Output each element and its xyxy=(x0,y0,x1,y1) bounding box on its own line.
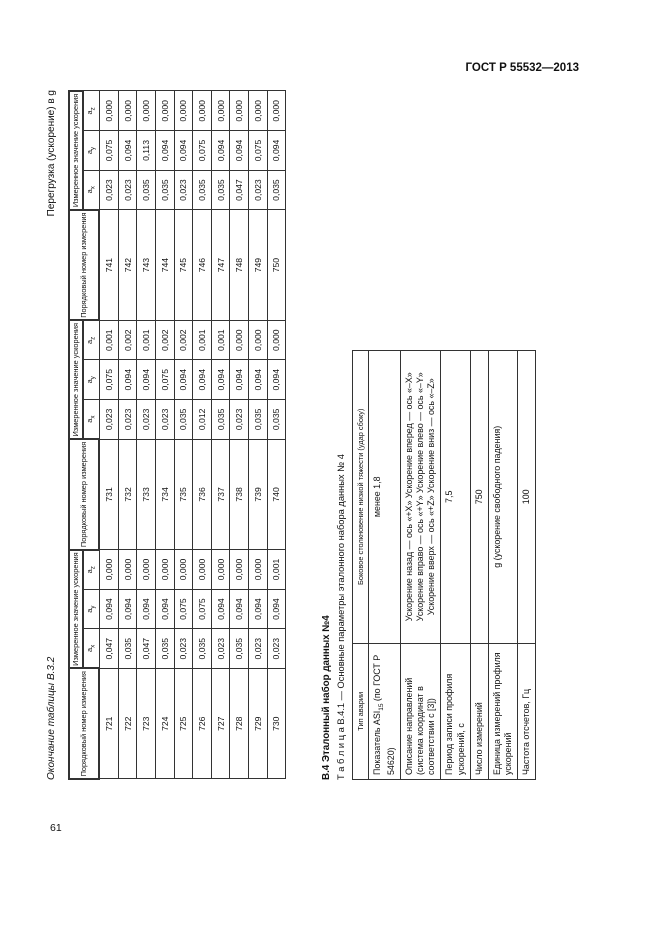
acceleration-cell: 0,000 xyxy=(248,91,267,131)
acceleration-cell: 0,094 xyxy=(248,589,267,629)
acceleration-cell: 0,094 xyxy=(193,360,212,400)
axis-header: $a_x$ xyxy=(83,629,99,669)
acceleration-cell: 0,094 xyxy=(174,360,193,400)
table-continuation-caption: Окончание таблицы В.3.2 xyxy=(46,656,57,780)
acceleration-cell: 0,000 xyxy=(137,91,156,131)
acceleration-cell: 0,094 xyxy=(230,360,249,400)
parameter-row xyxy=(441,351,470,780)
parameter-value: g (ускорение свободного падения) xyxy=(488,351,517,644)
parameter-label: Показатель $ASI_{15}$ (по ГОСТ Р 54620) xyxy=(369,643,401,779)
parameter-row xyxy=(401,351,441,780)
acceleration-cell: 0,000 xyxy=(267,91,286,131)
acceleration-cell: 0,035 xyxy=(193,170,212,210)
acceleration-cell: 0,000 xyxy=(174,550,193,590)
acceleration-cell: 0,023 xyxy=(230,400,249,440)
parameter-label: Частота отсчетов, Гц xyxy=(518,643,536,779)
acceleration-cell: 0,023 xyxy=(137,400,156,440)
parameters-header-row xyxy=(353,351,369,780)
page-number: 61 xyxy=(50,822,62,834)
acceleration-cell: 0,035 xyxy=(230,629,249,669)
axis-header: $a_z$ xyxy=(83,320,99,360)
acceleration-cell: 0,075 xyxy=(193,131,212,171)
acceleration-cell: 0,023 xyxy=(99,400,118,440)
acceleration-cell: 0,035 xyxy=(267,400,286,440)
col-number-header: Порядковый номер измерения xyxy=(69,210,99,321)
measurement-number-cell: 750 xyxy=(267,210,286,321)
acceleration-cell: 0,075 xyxy=(155,360,174,400)
col-values-header: Измеренное значение ускорения xyxy=(69,550,83,669)
acceleration-cell: 0,000 xyxy=(174,91,193,131)
parameter-value: менее 1,8 xyxy=(369,351,401,644)
measurement-number-cell: 741 xyxy=(99,210,118,321)
axis-header: $a_y$ xyxy=(83,589,99,629)
acceleration-cell: 0,000 xyxy=(211,91,230,131)
measurement-number-cell: 735 xyxy=(174,439,193,550)
axis-header: $a_x$ xyxy=(83,400,99,440)
table-row xyxy=(174,91,193,779)
axis-header: $a_z$ xyxy=(83,91,99,131)
acceleration-cell: 0,047 xyxy=(230,170,249,210)
acceleration-cell: 0,023 xyxy=(99,170,118,210)
measurement-number-cell: 722 xyxy=(118,668,137,779)
acceleration-cell: 0,002 xyxy=(155,320,174,360)
crash-type-header: Тип аварии xyxy=(353,643,369,779)
col-values-header: Измеренное значение ускорения xyxy=(69,91,83,210)
acceleration-cell: 0,001 xyxy=(137,320,156,360)
measurement-number-cell: 730 xyxy=(267,668,286,779)
measurement-number-cell: 727 xyxy=(211,668,230,779)
acceleration-cell: 0,035 xyxy=(174,400,193,440)
acceleration-cell: 0,035 xyxy=(155,170,174,210)
measurement-number-cell: 749 xyxy=(248,210,267,321)
parameter-row xyxy=(369,351,401,780)
acceleration-cell: 0,094 xyxy=(211,589,230,629)
table-row xyxy=(137,91,156,779)
acceleration-cell: 0,002 xyxy=(118,320,137,360)
acceleration-cell: 0,094 xyxy=(230,589,249,629)
measurement-number-cell: 725 xyxy=(174,668,193,779)
parameter-row xyxy=(518,351,536,780)
acceleration-cell: 0,094 xyxy=(118,360,137,400)
acceleration-cell: 0,075 xyxy=(99,131,118,171)
acceleration-cell: 0,023 xyxy=(248,629,267,669)
measurement-number-cell: 728 xyxy=(230,668,249,779)
acceleration-cell: 0,094 xyxy=(267,131,286,171)
axis-header: $a_x$ xyxy=(83,170,99,210)
crash-type-value: Боковое столкновение низкой тяжести (удар сбоку) xyxy=(353,351,369,644)
acceleration-cell: 0,035 xyxy=(267,170,286,210)
measurement-number-cell: 729 xyxy=(248,668,267,779)
measurement-number-cell: 745 xyxy=(174,210,193,321)
acceleration-cell: 0,000 xyxy=(211,550,230,590)
parameter-value: Ускорение назад — ось «+X» Ускорение вперед — ось «–X» Ускорение вправо — ось «+Y» Ускорение влево — ось «–Y» Ускорение вверх — ось «+Z» Ускорение вниз — ось «–Z» xyxy=(401,351,441,644)
measurement-number-cell: 740 xyxy=(267,439,286,550)
acceleration-cell: 0,035 xyxy=(248,400,267,440)
parameter-label: Описание направлений (система координат в соответствии с [3]) xyxy=(401,643,441,779)
measurement-number-cell: 731 xyxy=(99,439,118,550)
parameter-value: 7,5 xyxy=(441,351,470,644)
section-b4-title: В.4 Эталонный набор данных №4 xyxy=(321,615,332,780)
acceleration-cell: 0,094 xyxy=(267,589,286,629)
measurement-number-cell: 724 xyxy=(155,668,174,779)
acceleration-cell: 0,023 xyxy=(267,629,286,669)
measurement-table xyxy=(68,90,286,780)
col-number-header: Порядковый номер измерения xyxy=(69,668,99,779)
measurement-number-cell: 743 xyxy=(137,210,156,321)
acceleration-cell: 0,094 xyxy=(99,589,118,629)
acceleration-cell: 0,094 xyxy=(211,131,230,171)
acceleration-cell: 0,000 xyxy=(230,550,249,590)
col-number-header: Порядковый номер измерения xyxy=(69,439,99,550)
acceleration-cell: 0,012 xyxy=(193,400,212,440)
acceleration-cell: 0,075 xyxy=(193,589,212,629)
acceleration-cell: 0,000 xyxy=(267,320,286,360)
acceleration-cell: 0,000 xyxy=(230,320,249,360)
measurement-number-cell: 744 xyxy=(155,210,174,321)
table-row xyxy=(118,91,137,779)
acceleration-cell: 0,001 xyxy=(267,550,286,590)
acceleration-cell: 0,000 xyxy=(118,550,137,590)
acceleration-cell: 0,035 xyxy=(137,170,156,210)
acceleration-cell: 0,023 xyxy=(211,629,230,669)
acceleration-cell: 0,035 xyxy=(211,400,230,440)
measurement-number-cell: 732 xyxy=(118,439,137,550)
parameter-value: 100 xyxy=(518,351,536,644)
measurement-number-cell: 747 xyxy=(211,210,230,321)
acceleration-cell: 0,000 xyxy=(137,550,156,590)
acceleration-cell: 0,094 xyxy=(118,589,137,629)
parameter-label: Единица измерений профиля ускорений xyxy=(488,643,517,779)
acceleration-cell: 0,075 xyxy=(174,589,193,629)
acceleration-cell: 0,047 xyxy=(99,629,118,669)
acceleration-cell: 0,001 xyxy=(211,320,230,360)
measurement-header-row xyxy=(69,91,83,779)
document-header: ГОСТ Р 55532—2013 xyxy=(465,62,579,74)
axis-header: $a_z$ xyxy=(83,550,99,590)
measurement-number-cell: 748 xyxy=(230,210,249,321)
table-b41-caption: Т а б л и ц а В.4.1 — Основные параметры эталонного набора данных № 4 xyxy=(336,454,346,780)
acceleration-cell: 0,000 xyxy=(118,91,137,131)
measurement-number-cell: 737 xyxy=(211,439,230,550)
acceleration-cell: 0,035 xyxy=(155,629,174,669)
axis-header: $a_y$ xyxy=(83,360,99,400)
measurement-number-cell: 738 xyxy=(230,439,249,550)
acceleration-cell: 0,000 xyxy=(155,550,174,590)
measurement-number-cell: 742 xyxy=(118,210,137,321)
acceleration-cell: 0,094 xyxy=(137,589,156,629)
acceleration-cell: 0,094 xyxy=(155,131,174,171)
acceleration-cell: 0,001 xyxy=(99,320,118,360)
parameters-table xyxy=(352,350,536,780)
acceleration-cell: 0,023 xyxy=(155,400,174,440)
acceleration-cell: 0,023 xyxy=(248,170,267,210)
acceleration-cell: 0,000 xyxy=(193,550,212,590)
axis-header: $a_y$ xyxy=(83,131,99,171)
acceleration-cell: 0,094 xyxy=(211,360,230,400)
measurement-number-cell: 739 xyxy=(248,439,267,550)
acceleration-cell: 0,094 xyxy=(174,131,193,171)
table-row xyxy=(267,91,286,779)
acceleration-cell: 0,075 xyxy=(99,360,118,400)
measurement-number-cell: 721 xyxy=(99,668,118,779)
acceleration-cell: 0,023 xyxy=(174,629,193,669)
table-row xyxy=(193,91,212,779)
acceleration-cell: 0,000 xyxy=(230,91,249,131)
table-row xyxy=(155,91,174,779)
table-row xyxy=(248,91,267,779)
acceleration-cell: 0,000 xyxy=(155,91,174,131)
acceleration-cell: 0,000 xyxy=(248,550,267,590)
parameter-row xyxy=(488,351,517,780)
acceleration-cell: 0,000 xyxy=(193,91,212,131)
parameter-value: 750 xyxy=(470,351,488,644)
unit-note: Перегрузка (ускорение) в g xyxy=(46,90,57,217)
acceleration-cell: 0,094 xyxy=(118,131,137,171)
acceleration-cell: 0,023 xyxy=(118,170,137,210)
parameter-row xyxy=(470,351,488,780)
table-row xyxy=(99,91,118,779)
table-row xyxy=(211,91,230,779)
acceleration-cell: 0,035 xyxy=(193,629,212,669)
table-row xyxy=(230,91,249,779)
measurement-number-cell: 733 xyxy=(137,439,156,550)
acceleration-cell: 0,075 xyxy=(248,131,267,171)
measurement-number-cell: 726 xyxy=(193,668,212,779)
acceleration-cell: 0,035 xyxy=(118,629,137,669)
acceleration-cell: 0,094 xyxy=(155,589,174,629)
measurement-number-cell: 746 xyxy=(193,210,212,321)
acceleration-cell: 0,000 xyxy=(99,91,118,131)
acceleration-cell: 0,094 xyxy=(267,360,286,400)
acceleration-cell: 0,000 xyxy=(99,550,118,590)
acceleration-cell: 0,035 xyxy=(211,170,230,210)
col-values-header: Измеренное значение ускорения xyxy=(69,320,83,439)
parameter-label: Период записи профиля ускорений, с xyxy=(441,643,470,779)
acceleration-cell: 0,113 xyxy=(137,131,156,171)
acceleration-cell: 0,000 xyxy=(248,320,267,360)
measurement-number-cell: 734 xyxy=(155,439,174,550)
acceleration-cell: 0,023 xyxy=(118,400,137,440)
acceleration-cell: 0,002 xyxy=(174,320,193,360)
acceleration-cell: 0,023 xyxy=(174,170,193,210)
acceleration-cell: 0,094 xyxy=(230,131,249,171)
acceleration-cell: 0,094 xyxy=(137,360,156,400)
measurement-number-cell: 723 xyxy=(137,668,156,779)
rotated-page-content xyxy=(46,90,582,780)
acceleration-cell: 0,001 xyxy=(193,320,212,360)
acceleration-cell: 0,047 xyxy=(137,629,156,669)
measurement-number-cell: 736 xyxy=(193,439,212,550)
acceleration-cell: 0,094 xyxy=(248,360,267,400)
parameter-label: Число измерений xyxy=(470,643,488,779)
